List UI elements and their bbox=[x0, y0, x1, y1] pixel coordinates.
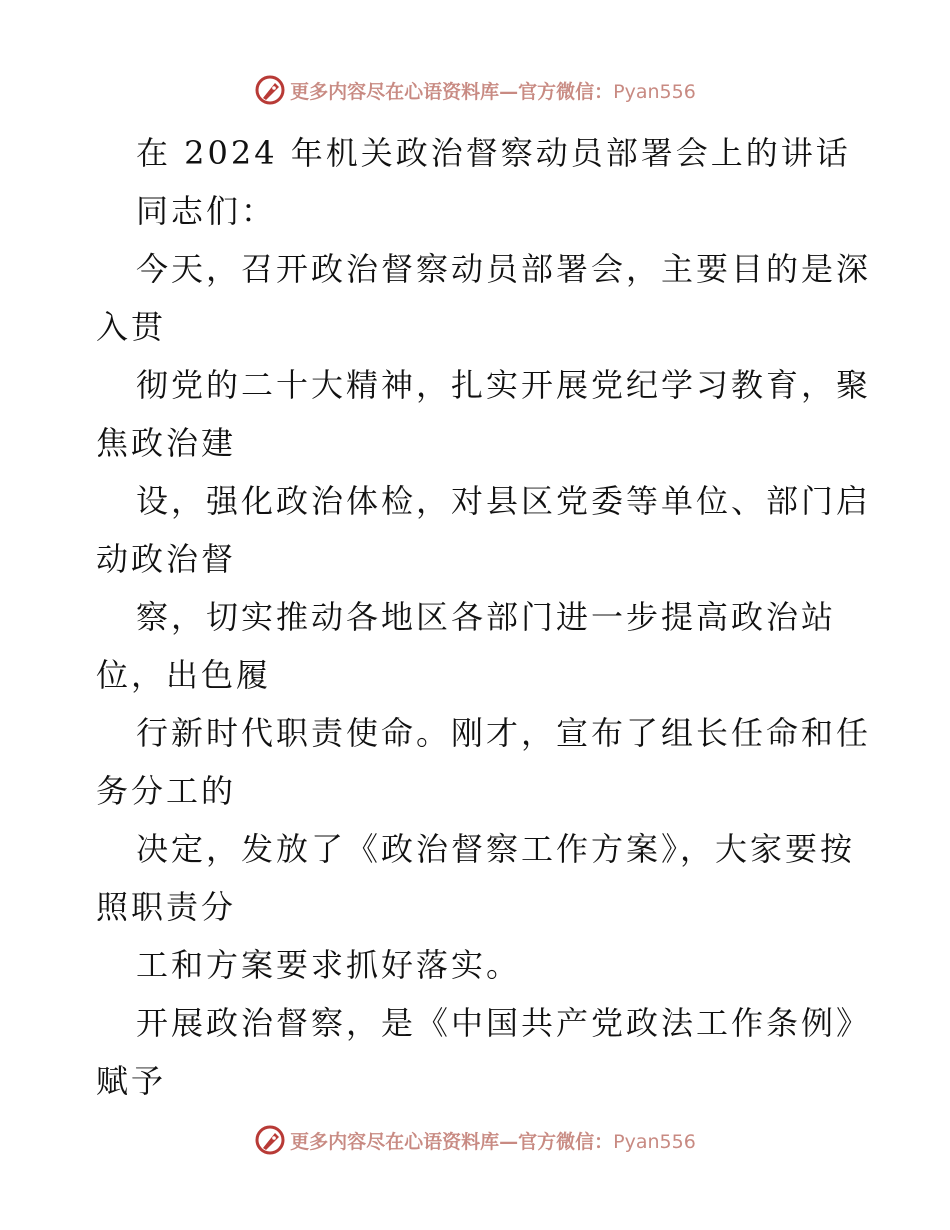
document-body bbox=[96, 124, 872, 1110]
footer-banner-inner bbox=[254, 1124, 696, 1156]
paragraph-line: 同志们： bbox=[136, 192, 277, 230]
footer-banner-label: 更多内容尽在心语资料库—官方微信： bbox=[290, 1130, 614, 1153]
paragraph-line: 工和方案要求抓好落实。 bbox=[136, 946, 522, 984]
header-banner bbox=[0, 72, 950, 108]
document-lines bbox=[96, 182, 872, 1110]
header-banner-inner bbox=[254, 74, 696, 106]
paragraph-line: 动政治督 bbox=[96, 540, 237, 578]
paragraph-line: 决定，发放了《政治督察工作方案》，大家要按 bbox=[136, 830, 856, 868]
paragraph-line: 开展政治督察，是《中国共产党政法工作条例》 bbox=[136, 1004, 872, 1042]
paragraph-line: 务分工的 bbox=[96, 772, 237, 810]
pen-nib-logo-icon bbox=[254, 1124, 286, 1156]
paragraph-line: 今天，召开政治督察动员部署会，主要目的是深 bbox=[136, 250, 872, 288]
paragraph-line: 行新时代职责使命。刚才，宣布了组长任命和任 bbox=[136, 714, 872, 752]
paragraph-line: 彻党的二十大精神，扎实开展党纪学习教育，聚 bbox=[136, 366, 872, 404]
pen-nib-logo-icon bbox=[254, 74, 286, 106]
paragraph-line: 入贯 bbox=[96, 308, 167, 346]
header-banner-text bbox=[290, 77, 696, 104]
paragraph-line: 位，出色履 bbox=[96, 656, 272, 694]
paragraph-line: 焦政治建 bbox=[96, 424, 237, 462]
footer-banner-text bbox=[290, 1127, 696, 1154]
footer-banner bbox=[0, 1122, 950, 1158]
footer-banner-wechat-id: Pyan556 bbox=[613, 1130, 696, 1153]
header-banner-wechat-id: Pyan556 bbox=[613, 80, 696, 103]
paragraph-line: 照职责分 bbox=[96, 888, 237, 926]
header-banner-label: 更多内容尽在心语资料库—官方微信： bbox=[290, 80, 614, 103]
paragraph-line: 设，强化政治体检，对县区党委等单位、部门启 bbox=[136, 482, 872, 520]
paragraph-line: 赋予 bbox=[96, 1062, 167, 1100]
document-title: 在 2024 年机关政治督察动员部署会上的讲话 bbox=[136, 134, 851, 172]
paragraph-line: 察，切实推动各地区各部门进一步提高政治站 bbox=[136, 598, 837, 636]
